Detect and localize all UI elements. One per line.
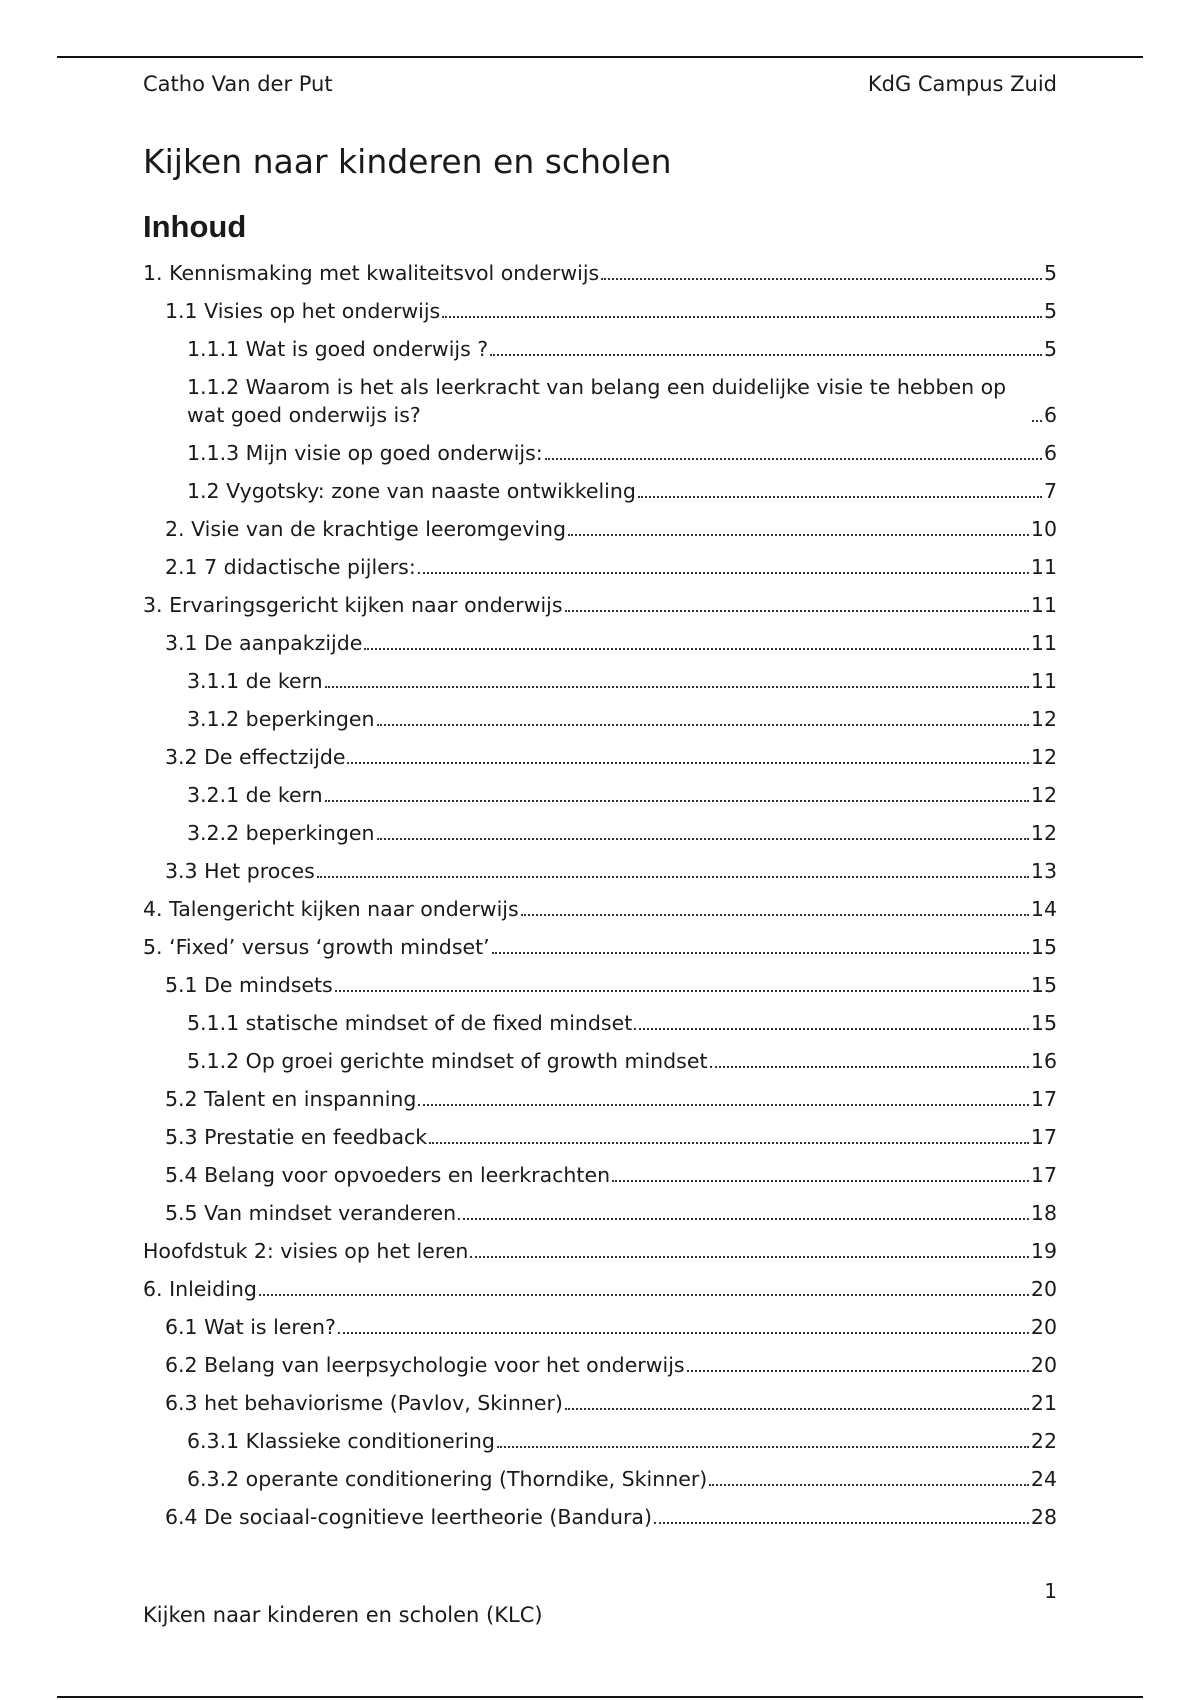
toc-leader-dots: [497, 1446, 1029, 1448]
toc-entry[interactable]: [143, 439, 1057, 467]
toc-entry-label: 2.1 7 didactische pijlers:: [165, 555, 416, 579]
toc-entry[interactable]: [143, 1085, 1057, 1113]
toc-entry-page: 11: [1030, 669, 1057, 693]
header-author: Catho Van der Put: [143, 72, 333, 96]
toc-entry[interactable]: [143, 933, 1057, 961]
toc-entry-page: 17: [1030, 1163, 1057, 1187]
toc-entry[interactable]: [143, 373, 1057, 429]
toc-entry-page: 6: [1043, 403, 1057, 427]
toc-entry-page: 28: [1030, 1505, 1057, 1529]
toc-leader-dots: [338, 1332, 1029, 1334]
toc-entry[interactable]: [143, 629, 1057, 657]
toc-entry-page: 11: [1030, 631, 1057, 655]
toc-leader-dots: [325, 686, 1029, 688]
toc-leader-dots: [634, 1028, 1029, 1030]
toc-entry-page: 19: [1030, 1239, 1057, 1263]
toc-heading: Inhoud: [143, 209, 247, 244]
footer-rule: [57, 1696, 1143, 1698]
toc-entry-page: 15: [1030, 973, 1057, 997]
toc-entry[interactable]: [143, 553, 1057, 581]
toc-entry-label: 5.2 Talent en inspanning: [165, 1087, 417, 1111]
toc-entry[interactable]: [143, 781, 1057, 809]
toc-leader-dots: [325, 800, 1029, 802]
toc-entry-page: 13: [1030, 859, 1057, 883]
toc-entry-label: 3.1.1 de kern: [187, 669, 323, 693]
toc-leader-dots: [568, 534, 1029, 536]
toc-leader-dots: [710, 1066, 1029, 1068]
toc-entry-page: 15: [1030, 935, 1057, 959]
toc-entry-page: 5: [1043, 337, 1057, 361]
toc-entry-label: 6.3.2 operante conditionering (Thorndike, Skinner): [187, 1467, 708, 1491]
toc-entry[interactable]: [143, 1199, 1057, 1227]
toc-leader-dots: [709, 1484, 1029, 1486]
toc-entry[interactable]: [143, 1389, 1057, 1417]
toc-leader-dots: [418, 1104, 1028, 1106]
toc-entry[interactable]: [143, 667, 1057, 695]
toc-entry-label: 3.1.2 beperkingen: [187, 707, 375, 731]
toc-entry[interactable]: [143, 819, 1057, 847]
toc-entry-page: 20: [1030, 1277, 1057, 1301]
toc-entry-page: 14: [1030, 897, 1057, 921]
table-of-contents: [143, 259, 1057, 1541]
toc-leader-dots: [601, 278, 1042, 280]
toc-entry-label: 6.4 De sociaal-cognitieve leertheorie (Bandura): [165, 1505, 652, 1529]
toc-leader-dots: [612, 1180, 1029, 1182]
toc-entry-label: 6.3.1 Klassieke conditionering: [187, 1429, 495, 1453]
toc-entry-label: 6.2 Belang van leerpsychologie voor het onderwijs: [165, 1353, 685, 1377]
toc-entry-page: 5: [1043, 299, 1057, 323]
header-rule: [57, 56, 1143, 58]
toc-leader-dots: [470, 1256, 1028, 1258]
toc-entry-label: 5.5 Van mindset veranderen: [165, 1201, 457, 1225]
page-number: 1: [1044, 1579, 1057, 1603]
toc-leader-dots: [687, 1370, 1029, 1372]
toc-entry[interactable]: [143, 1009, 1057, 1037]
toc-entry[interactable]: [143, 743, 1057, 771]
toc-entry-label: 1.1 Visies op het onderwijs: [165, 299, 441, 323]
toc-leader-dots: [418, 572, 1029, 574]
toc-entry[interactable]: [143, 1237, 1057, 1265]
toc-entry-label: Hoofdstuk 2: visies op het leren: [143, 1239, 469, 1263]
toc-entry[interactable]: [143, 591, 1057, 619]
footer-course: Kijken naar kinderen en scholen (KLC): [143, 1603, 543, 1627]
toc-entry-page: 11: [1030, 555, 1057, 579]
toc-entry[interactable]: [143, 1275, 1057, 1303]
toc-entry-page: 17: [1030, 1125, 1057, 1149]
toc-entry[interactable]: [143, 259, 1057, 287]
toc-entry-page: 18: [1030, 1201, 1057, 1225]
toc-leader-dots: [259, 1294, 1029, 1296]
toc-entry-label: 6. Inleiding: [143, 1277, 257, 1301]
toc-leader-dots: [377, 724, 1029, 726]
document-title: Kijken naar kinderen en scholen: [143, 142, 672, 181]
toc-entry-label: 3.2.1 de kern: [187, 783, 323, 807]
toc-entry-label: 2. Visie van de krachtige leeromgeving: [165, 517, 567, 541]
toc-entry-label: 1.1.2 Waarom is het als leerkracht van belang een duidelijke visie te hebben op wat goed onderwijs is?: [187, 375, 1007, 427]
toc-leader-dots: [442, 316, 1042, 318]
toc-entry-label: 3.2.2 beperkingen: [187, 821, 375, 845]
toc-entry-label: 5.1.1 statische mindset of de fixed mindset: [187, 1011, 633, 1035]
header-campus: KdG Campus Zuid: [867, 72, 1057, 96]
toc-leader-dots: [492, 952, 1029, 954]
toc-entry[interactable]: [143, 1503, 1057, 1531]
toc-entry[interactable]: [143, 1351, 1057, 1379]
toc-entry-page: 22: [1030, 1429, 1057, 1453]
toc-entry-page: 7: [1043, 479, 1057, 503]
toc-entry-label: 3.1 De aanpakzijde: [165, 631, 363, 655]
toc-entry[interactable]: [143, 705, 1057, 733]
toc-entry[interactable]: [143, 1313, 1057, 1341]
toc-leader-dots: [565, 610, 1029, 612]
toc-entry[interactable]: [143, 1047, 1057, 1075]
toc-entry-label: 5.1 De mindsets: [165, 973, 333, 997]
toc-entry-label: 5. ‘Fixed’ versus ‘growth mindset’: [143, 935, 490, 959]
toc-entry-page: 24: [1030, 1467, 1057, 1491]
toc-entry[interactable]: [143, 335, 1057, 363]
toc-entry-page: 10: [1030, 517, 1057, 541]
toc-entry-page: 12: [1030, 745, 1057, 769]
toc-entry-label: 1.2 Vygotsky: zone van naaste ontwikkeling: [187, 479, 636, 503]
toc-leader-dots: [545, 458, 1042, 460]
toc-entry-label: 5.4 Belang voor opvoeders en leerkrachten: [165, 1163, 611, 1187]
toc-entry-page: 17: [1030, 1087, 1057, 1111]
toc-entry-label: 5.3 Prestatie en feedback: [165, 1125, 428, 1149]
toc-entry[interactable]: [143, 1123, 1057, 1151]
toc-entry-page: 11: [1030, 593, 1057, 617]
toc-entry-page: 16: [1030, 1049, 1057, 1073]
toc-entry[interactable]: [143, 1161, 1057, 1189]
toc-leader-dots: [565, 1408, 1029, 1410]
toc-entry-label: 1.1.1 Wat is goed onderwijs ?: [187, 337, 489, 361]
toc-entry-page: 20: [1030, 1353, 1057, 1377]
toc-entry-label: 1.1.3 Mijn visie op goed onderwijs:: [187, 441, 543, 465]
toc-entry[interactable]: [143, 477, 1057, 505]
toc-leader-dots: [490, 354, 1042, 356]
toc-leader-dots: [377, 838, 1029, 840]
toc-entry-label: 4. Talengericht kijken naar onderwijs: [143, 897, 519, 921]
toc-entry[interactable]: [143, 1427, 1057, 1455]
toc-leader-dots: [521, 914, 1029, 916]
toc-entry-page: 20: [1030, 1315, 1057, 1339]
toc-leader-dots: [654, 1522, 1029, 1524]
toc-entry-page: 5: [1043, 261, 1057, 285]
toc-entry[interactable]: [143, 1465, 1057, 1493]
toc-entry-label: 6.1 Wat is leren?: [165, 1315, 336, 1339]
toc-entry-page: 12: [1030, 707, 1057, 731]
toc-entry[interactable]: [143, 515, 1057, 543]
page-header: [143, 70, 1057, 98]
toc-entry-label: 3.2 De effectzijde: [165, 745, 346, 769]
toc-leader-dots: [335, 990, 1029, 992]
toc-entry-label: 6.3 het behaviorisme (Pavlov, Skinner): [165, 1391, 563, 1415]
toc-entry-page: 15: [1030, 1011, 1057, 1035]
toc-leader-dots: [458, 1218, 1029, 1220]
toc-entry[interactable]: [143, 971, 1057, 999]
toc-entry-page: 6: [1043, 441, 1057, 465]
toc-entry[interactable]: [143, 895, 1057, 923]
toc-leader-dots: [638, 496, 1042, 498]
toc-entry-page: 12: [1030, 783, 1057, 807]
toc-leader-dots: [317, 876, 1029, 878]
toc-entry-label: 1. Kennismaking met kwaliteitsvol onderwijs: [143, 261, 600, 285]
toc-leader-dots: [429, 1142, 1029, 1144]
toc-entry[interactable]: [143, 297, 1057, 325]
toc-entry-label: 5.1.2 Op groei gerichte mindset of growth mindset: [187, 1049, 708, 1073]
toc-leader-dots: [364, 648, 1029, 650]
toc-entry-page: 12: [1030, 821, 1057, 845]
toc-entry-page: 21: [1030, 1391, 1057, 1415]
toc-leader-dots: [347, 762, 1028, 764]
toc-leader-dots: [1032, 420, 1042, 422]
toc-entry[interactable]: [143, 857, 1057, 885]
toc-entry-label: 3.3 Het proces: [165, 859, 315, 883]
toc-entry-label: 3. Ervaringsgericht kijken naar onderwijs: [143, 593, 563, 617]
